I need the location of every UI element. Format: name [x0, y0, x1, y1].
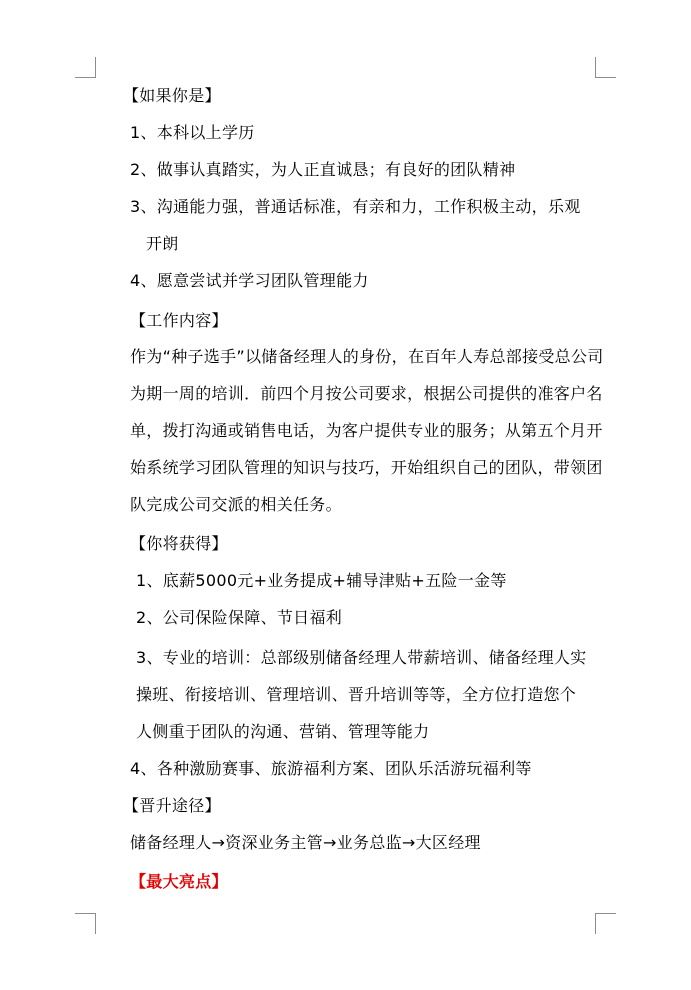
requirement-item: 2、做事认真踏实，为人正直诚恳；有良好的团队精神	[130, 160, 516, 179]
job-content-paragraph: 作为“种子选手”以储备经理人的身份，在百年人寿总部接受总公司为期一周的培训．前四个月按公司要求，根据公司提供的准客户名单，拨打沟通或销售电话，为客户提供专业的服务；从第五个月开始系统学习团队管理的知识与技巧，开始组织自己的团队，带领团队完成公司交派的相关任务。	[130, 347, 604, 514]
crop-mark-top-left	[75, 57, 96, 78]
benefit-item: 2、公司保险保障、节日福利	[136, 608, 343, 627]
section-heading-if-you-are: 【如果你是】	[123, 86, 221, 105]
requirement-item: 3、沟通能力强，普通话标准，有亲和力，工作积极主动，乐观	[130, 197, 581, 216]
requirement-item-continuation: 开朗	[146, 234, 179, 253]
promotion-path: 储备经理人→资深业务主管→业务总监→大区经理	[130, 833, 481, 852]
section-heading-you-will-get: 【你将获得】	[130, 534, 228, 553]
section-heading-promotion: 【晋升途径】	[123, 796, 221, 815]
section-heading-highlight: 【最大亮点】	[130, 872, 228, 891]
benefit-item-continuation: 人侧重于团队的沟通、营销、管理等能力	[136, 722, 430, 741]
benefit-item-continuation: 操班、衔接培训、管理培训、晋升培训等等，全方位打造您个	[136, 685, 577, 704]
benefit-item: 1、底薪5000元+业务提成+辅导津贴+五险一金等	[136, 571, 507, 590]
crop-mark-bottom-left	[75, 913, 96, 934]
benefit-item: 3、专业的培训：总部级别储备经理人带薪培训、储备经理人实	[136, 648, 587, 667]
benefit-item: 4、各种激励赛事、旅游福利方案、团队乐活游玩福利等	[130, 759, 532, 778]
crop-mark-top-right	[595, 57, 616, 78]
requirement-item: 1、本科以上学历	[130, 123, 255, 142]
requirement-item: 4、愿意尝试并学习团队管理能力	[130, 271, 369, 290]
section-heading-job-content: 【工作内容】	[130, 311, 228, 330]
crop-mark-bottom-right	[595, 913, 616, 934]
